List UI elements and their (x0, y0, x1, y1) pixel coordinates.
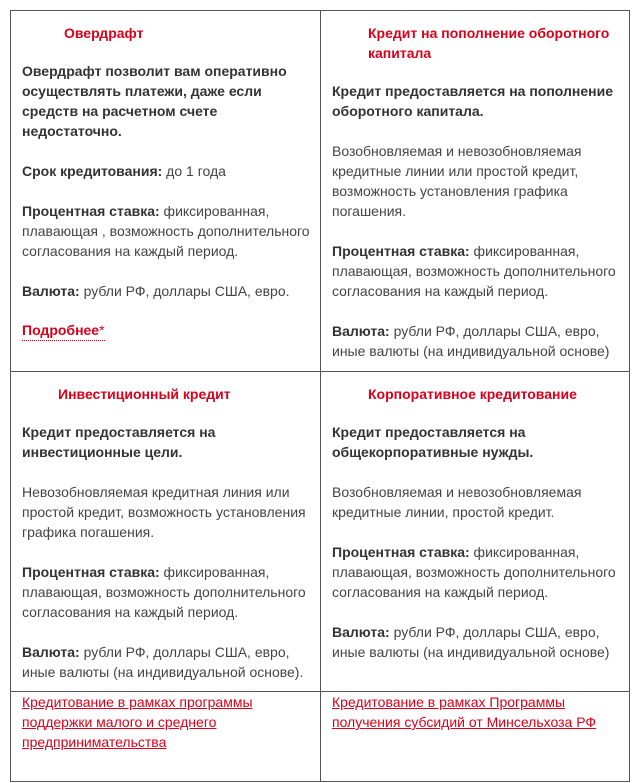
investment-lead: Кредит предоставляется на инвестиционные цели. (22, 424, 216, 460)
investment-rate (22, 562, 310, 622)
corporate-title: Корпоративное кредитование (368, 386, 577, 402)
overdraft-more-link[interactable] (22, 321, 105, 341)
more-link-asterisk: * (99, 322, 105, 338)
rate-value: фиксированная, плавающая, возможность дополнительного согласования на каждый период. (332, 243, 616, 299)
corporate-lead: Кредит предоставляется на общекорпоративные нужды. (332, 424, 534, 460)
currency-label: Валюта: (22, 644, 80, 660)
working-capital-rate (332, 241, 619, 301)
currency-value: рубли РФ, доллары США, евро. (79, 283, 290, 299)
agri-program-cell (321, 692, 630, 782)
table-row (11, 692, 630, 782)
overdraft-rate (22, 201, 310, 261)
table-row (11, 11, 630, 372)
term-value: до 1 года (162, 163, 226, 179)
overdraft-lead: Овердрафт позволит вам оперативно осуществлять платежи, даже если средств на расчетном счете недостаточно. (22, 63, 287, 139)
corporate-description: Возобновляемая и невозобновляемая кредитные линии, простой кредит. (332, 484, 582, 520)
working-capital-cell (321, 11, 630, 372)
rate-value: фиксированная, плавающая, возможность дополнительного согласования на каждый период. (332, 544, 616, 600)
rate-value: фиксированная, плавающая , возможность дополнительного согласования на каждый период. (22, 203, 310, 259)
currency-value: рубли РФ, доллары США, евро, иные валюты (на индивидуальной основе). (22, 644, 304, 680)
rate-label: Процентная ставка: (22, 203, 160, 219)
more-link-label: Подробнее (22, 322, 100, 338)
currency-label: Валюта: (332, 624, 390, 640)
rate-label: Процентная ставка: (22, 564, 160, 580)
corporate-cell (321, 372, 630, 692)
working-capital-lead: Кредит предоставляется на пополнение оборотного капитала. (332, 83, 613, 119)
rate-value: фиксированная, плавающая, возможность дополнительного согласования на каждый период. (22, 564, 306, 620)
rate-label: Процентная ставка: (332, 243, 470, 259)
sme-program-cell (11, 692, 321, 782)
currency-value: рубли РФ, доллары США, евро, иные валюты (на индивидуальной основе) (332, 323, 610, 359)
corporate-rate (332, 542, 619, 602)
overdraft-cell (11, 11, 321, 372)
sme-program-link[interactable]: Кредитование в рамках программы поддержки малого и среднего предпринимательства (22, 694, 253, 750)
investment-currency (22, 642, 310, 682)
credit-products-table (10, 10, 630, 782)
overdraft-currency (22, 281, 310, 301)
currency-value: рубли РФ, доллары США, евро, иные валюты (на индивидуальной основе) (332, 624, 610, 660)
investment-title: Инвестиционный кредит (58, 386, 231, 402)
term-label: Срок кредитования: (22, 163, 163, 179)
overdraft-title: Овердрафт (64, 25, 144, 41)
currency-label: Валюта: (22, 283, 80, 299)
overdraft-term (22, 161, 310, 181)
rate-label: Процентная ставка: (332, 544, 470, 560)
agri-program-link[interactable]: Кредитование в рамках Программы получения субсидий от Минсельхоза РФ (332, 694, 597, 730)
currency-label: Валюта: (332, 323, 390, 339)
working-capital-title: Кредит на пополнение оборотного капитала (368, 25, 610, 61)
table-row (11, 372, 630, 692)
investment-description: Невозобновляемая кредитная линия или простой кредит, возможность установления графика погашения. (22, 484, 306, 540)
investment-cell (11, 372, 321, 692)
corporate-currency (332, 622, 619, 662)
working-capital-description: Возобновляемая и невозобновляемая кредитные линии или простой кредит, возможность установления графика погашения. (332, 143, 582, 219)
working-capital-currency (332, 321, 619, 361)
